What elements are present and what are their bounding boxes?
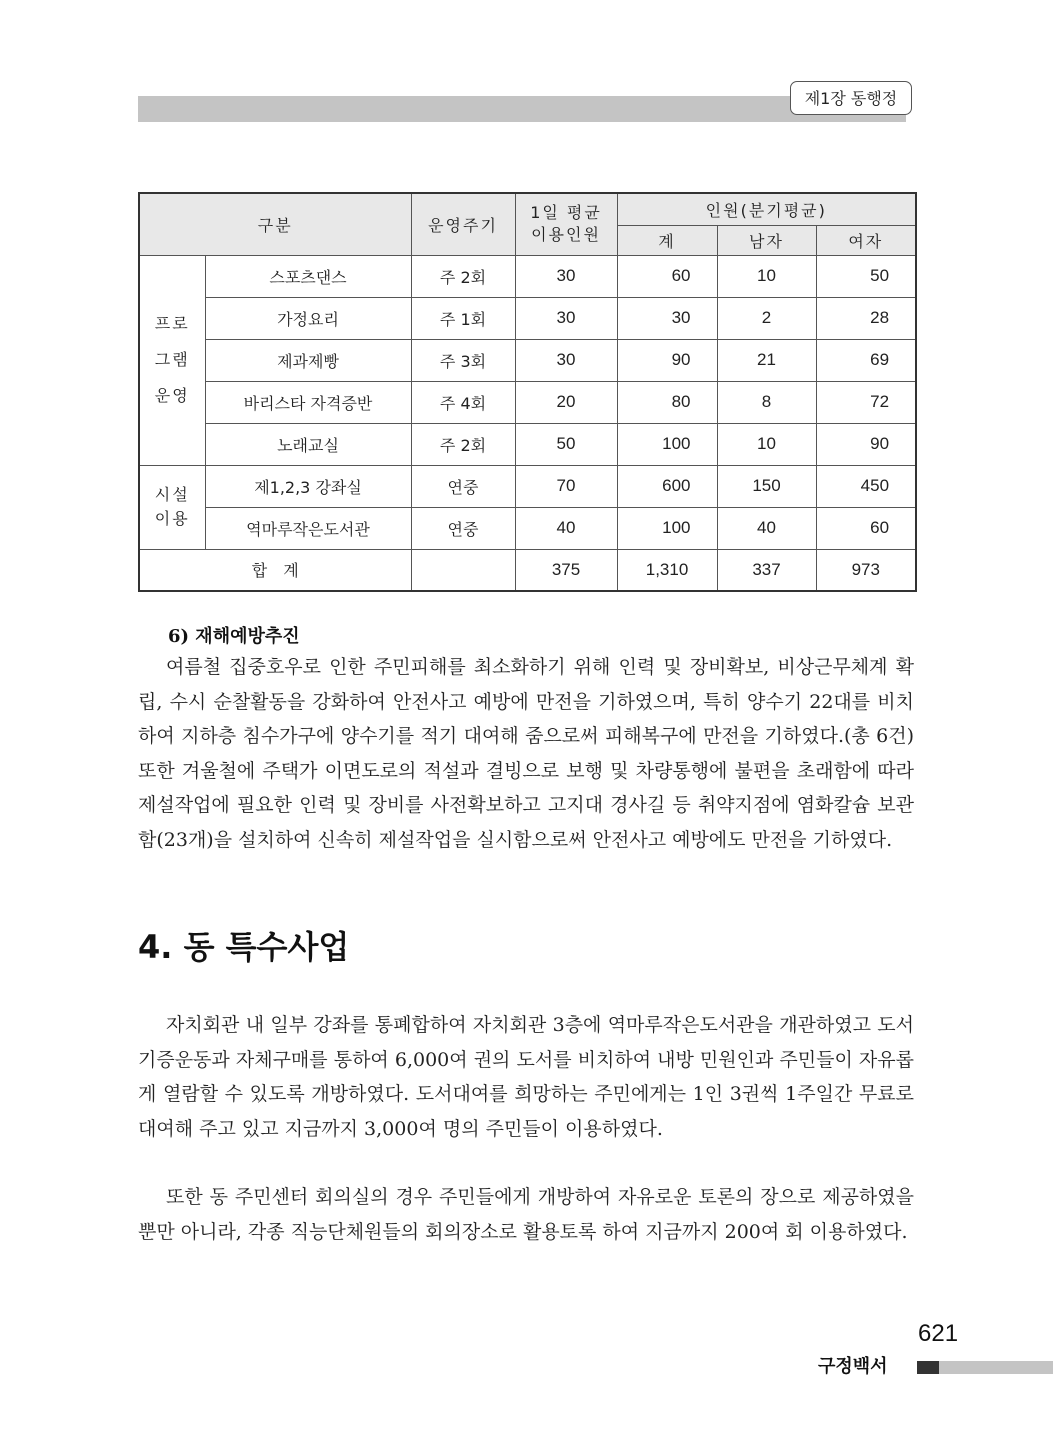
row-total: 80	[617, 381, 717, 423]
section-4-paragraph-1: 자치회관 내 일부 강좌를 통폐합하여 자치회관 3층에 역마루작은도서관을 개관하였고 도서기증운동과 자체구매를 통하여 6,000여 권의 도서를 비치하여 내방 민원인과 주민들이 자유롭게 열람할 수 있도록 개방하였다. 도서대여를 희망하는 주민에게는 1인 3권씩 1주일간 무료로 대여해 주고 있고 지금까지 3,000여 명의 주민들이 이용하였다.	[138, 1014, 914, 1140]
row-total: 100	[617, 507, 717, 549]
sum-total: 1,310	[617, 549, 717, 591]
row-avg: 40	[515, 507, 617, 549]
row-name: 스포츠댄스	[205, 255, 411, 297]
section-4-heading: 4. 동 특수사업	[138, 928, 350, 966]
page-number: 621	[918, 1320, 959, 1347]
footer-accent	[917, 1361, 939, 1374]
table-row	[139, 507, 916, 549]
row-name: 바리스타 자격증반	[205, 381, 411, 423]
table-row	[139, 381, 916, 423]
row-name: 노래교실	[205, 423, 411, 465]
usage-table	[138, 192, 917, 592]
row-name: 역마루작은도서관	[205, 507, 411, 549]
sum-male: 337	[717, 549, 816, 591]
row-cycle: 연중	[411, 465, 515, 507]
group-program: 프로 그램 운영	[139, 255, 205, 465]
row-female: 50	[816, 255, 916, 297]
row-female: 69	[816, 339, 916, 381]
section-6-body: 여름철 집중호우로 인한 주민피해를 최소화하기 위해 인력 및 장비확보, 비상근무체계 확립, 수시 순찰활동을 강화하여 안전사고 예방에 만전을 기하였으며, 특히 양수기 22대를 비치하여 지하층 침수가구에 양수기를 적기 대여해 줌으로써 피해복구에 만전을 기하였다.(총 6건) 또한 겨울철에 주택가 이면도로의 적설과 결빙으로 보행 및 차량통행에 불편을 초래함에 따라 제설작업에 필요한 인력 및 장비를 사전확보하고 고지대 경사길 등 취약지점에 염화칼슘 보관함(23개)을 설치하여 신속히 제설작업을 실시함으로써 안전사고 예방에도 만전을 기하였다.	[138, 656, 914, 851]
row-cycle: 연중	[411, 507, 515, 549]
row-male: 150	[717, 465, 816, 507]
row-cycle: 주 1회	[411, 297, 515, 339]
sum-female: 973	[816, 549, 916, 591]
sum-avg: 375	[515, 549, 617, 591]
row-total: 60	[617, 255, 717, 297]
header-category: 구분	[139, 193, 411, 255]
row-total: 30	[617, 297, 717, 339]
table-row	[139, 297, 916, 339]
sum-label: 합 계	[139, 549, 411, 591]
row-cycle: 주 2회	[411, 255, 515, 297]
row-cycle: 주 4회	[411, 381, 515, 423]
group-facility: 시설 이용	[139, 465, 205, 549]
row-total: 100	[617, 423, 717, 465]
row-male: 2	[717, 297, 816, 339]
row-male: 21	[717, 339, 816, 381]
row-male: 10	[717, 255, 816, 297]
chapter-label: 제1장 동행정	[790, 81, 912, 115]
row-total: 90	[617, 339, 717, 381]
section-4-paragraph-2: 또한 동 주민센터 회의실의 경우 주민들에게 개방하여 자유로운 토론의 장으로 제공하였을 뿐만 아니라, 각종 직능단체원들의 회의장소로 활용토록 하여 지금까지 200여 회 이용하였다.	[138, 1186, 914, 1243]
row-male: 10	[717, 423, 816, 465]
row-avg: 20	[515, 381, 617, 423]
row-avg: 30	[515, 297, 617, 339]
row-male: 8	[717, 381, 816, 423]
row-cycle: 주 3회	[411, 339, 515, 381]
row-avg: 30	[515, 255, 617, 297]
row-female: 90	[816, 423, 916, 465]
row-avg: 70	[515, 465, 617, 507]
header-cycle: 운영주기	[411, 193, 515, 255]
row-name: 가정요리	[205, 297, 411, 339]
header-total: 계	[617, 225, 717, 255]
sum-cycle	[411, 549, 515, 591]
table-sum-row	[139, 549, 916, 591]
section-6-heading: 6) 재해예방추진	[168, 626, 300, 647]
row-female: 28	[816, 297, 916, 339]
header-male: 남자	[717, 225, 816, 255]
row-female: 60	[816, 507, 916, 549]
footer-bar	[939, 1361, 1053, 1374]
table-row	[139, 339, 916, 381]
row-male: 40	[717, 507, 816, 549]
row-cycle: 주 2회	[411, 423, 515, 465]
row-avg: 50	[515, 423, 617, 465]
row-total: 600	[617, 465, 717, 507]
book-title: 구정백서	[818, 1356, 888, 1377]
header-avg-daily: 1일 평균 이용인원	[515, 193, 617, 255]
table-row	[139, 465, 916, 507]
table-row	[139, 423, 916, 465]
row-name: 제1,2,3 강좌실	[205, 465, 411, 507]
row-female: 72	[816, 381, 916, 423]
header-female: 여자	[816, 225, 916, 255]
row-female: 450	[816, 465, 916, 507]
header-quarterly: 인원(분기평균)	[617, 193, 916, 225]
row-avg: 30	[515, 339, 617, 381]
table-row	[139, 255, 916, 297]
row-name: 제과제빵	[205, 339, 411, 381]
